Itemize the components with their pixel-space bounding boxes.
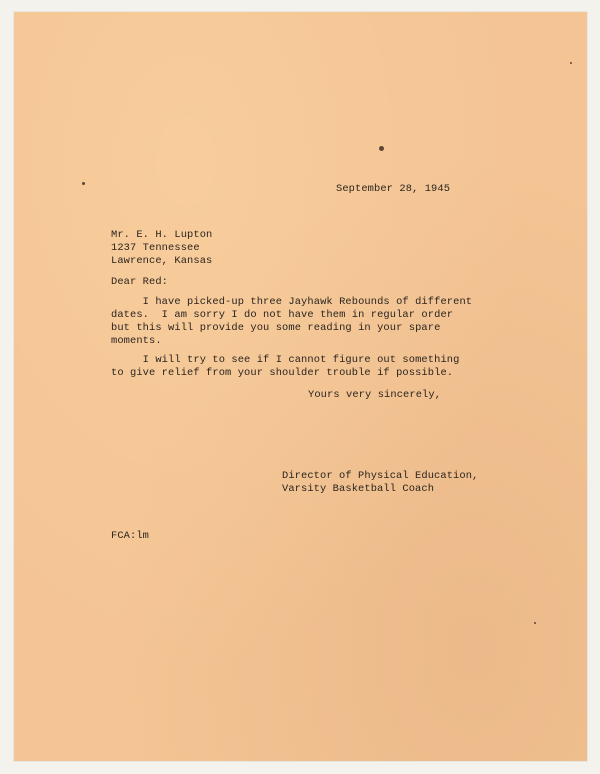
complimentary-closing: Yours very sincerely, — [308, 389, 442, 401]
body-paragraph-1-line: dates. I am sorry I do not have them in regular order — [111, 309, 454, 321]
salutation: Dear Red: — [111, 276, 169, 288]
body-paragraph-1-line: I have picked-up three Jayhawk Rebounds of different — [111, 296, 473, 308]
signature-title-line: Director of Physical Education, — [282, 470, 479, 482]
paper-speck — [570, 62, 572, 64]
paper-speck — [82, 182, 85, 185]
body-paragraph-1-line: moments. — [111, 335, 162, 347]
paper-speck — [534, 622, 536, 624]
recipient-street: 1237 Tennessee — [111, 242, 200, 254]
signature-title-line: Varsity Basketball Coach — [282, 483, 435, 495]
body-paragraph-1-line: but this will provide you some reading in your spare — [111, 322, 441, 334]
recipient-name: Mr. E. H. Lupton — [111, 229, 213, 241]
letter-date: September 28, 1945 — [336, 183, 451, 195]
paper-speck — [379, 146, 384, 151]
typist-initials: FCA:lm — [111, 530, 150, 542]
recipient-city: Lawrence, Kansas — [111, 255, 213, 267]
body-paragraph-2-line: to give relief from your shoulder trouble if possible. — [111, 367, 454, 379]
body-paragraph-2-line: I will try to see if I cannot figure out something — [111, 354, 460, 366]
letter-sheet — [14, 12, 587, 761]
